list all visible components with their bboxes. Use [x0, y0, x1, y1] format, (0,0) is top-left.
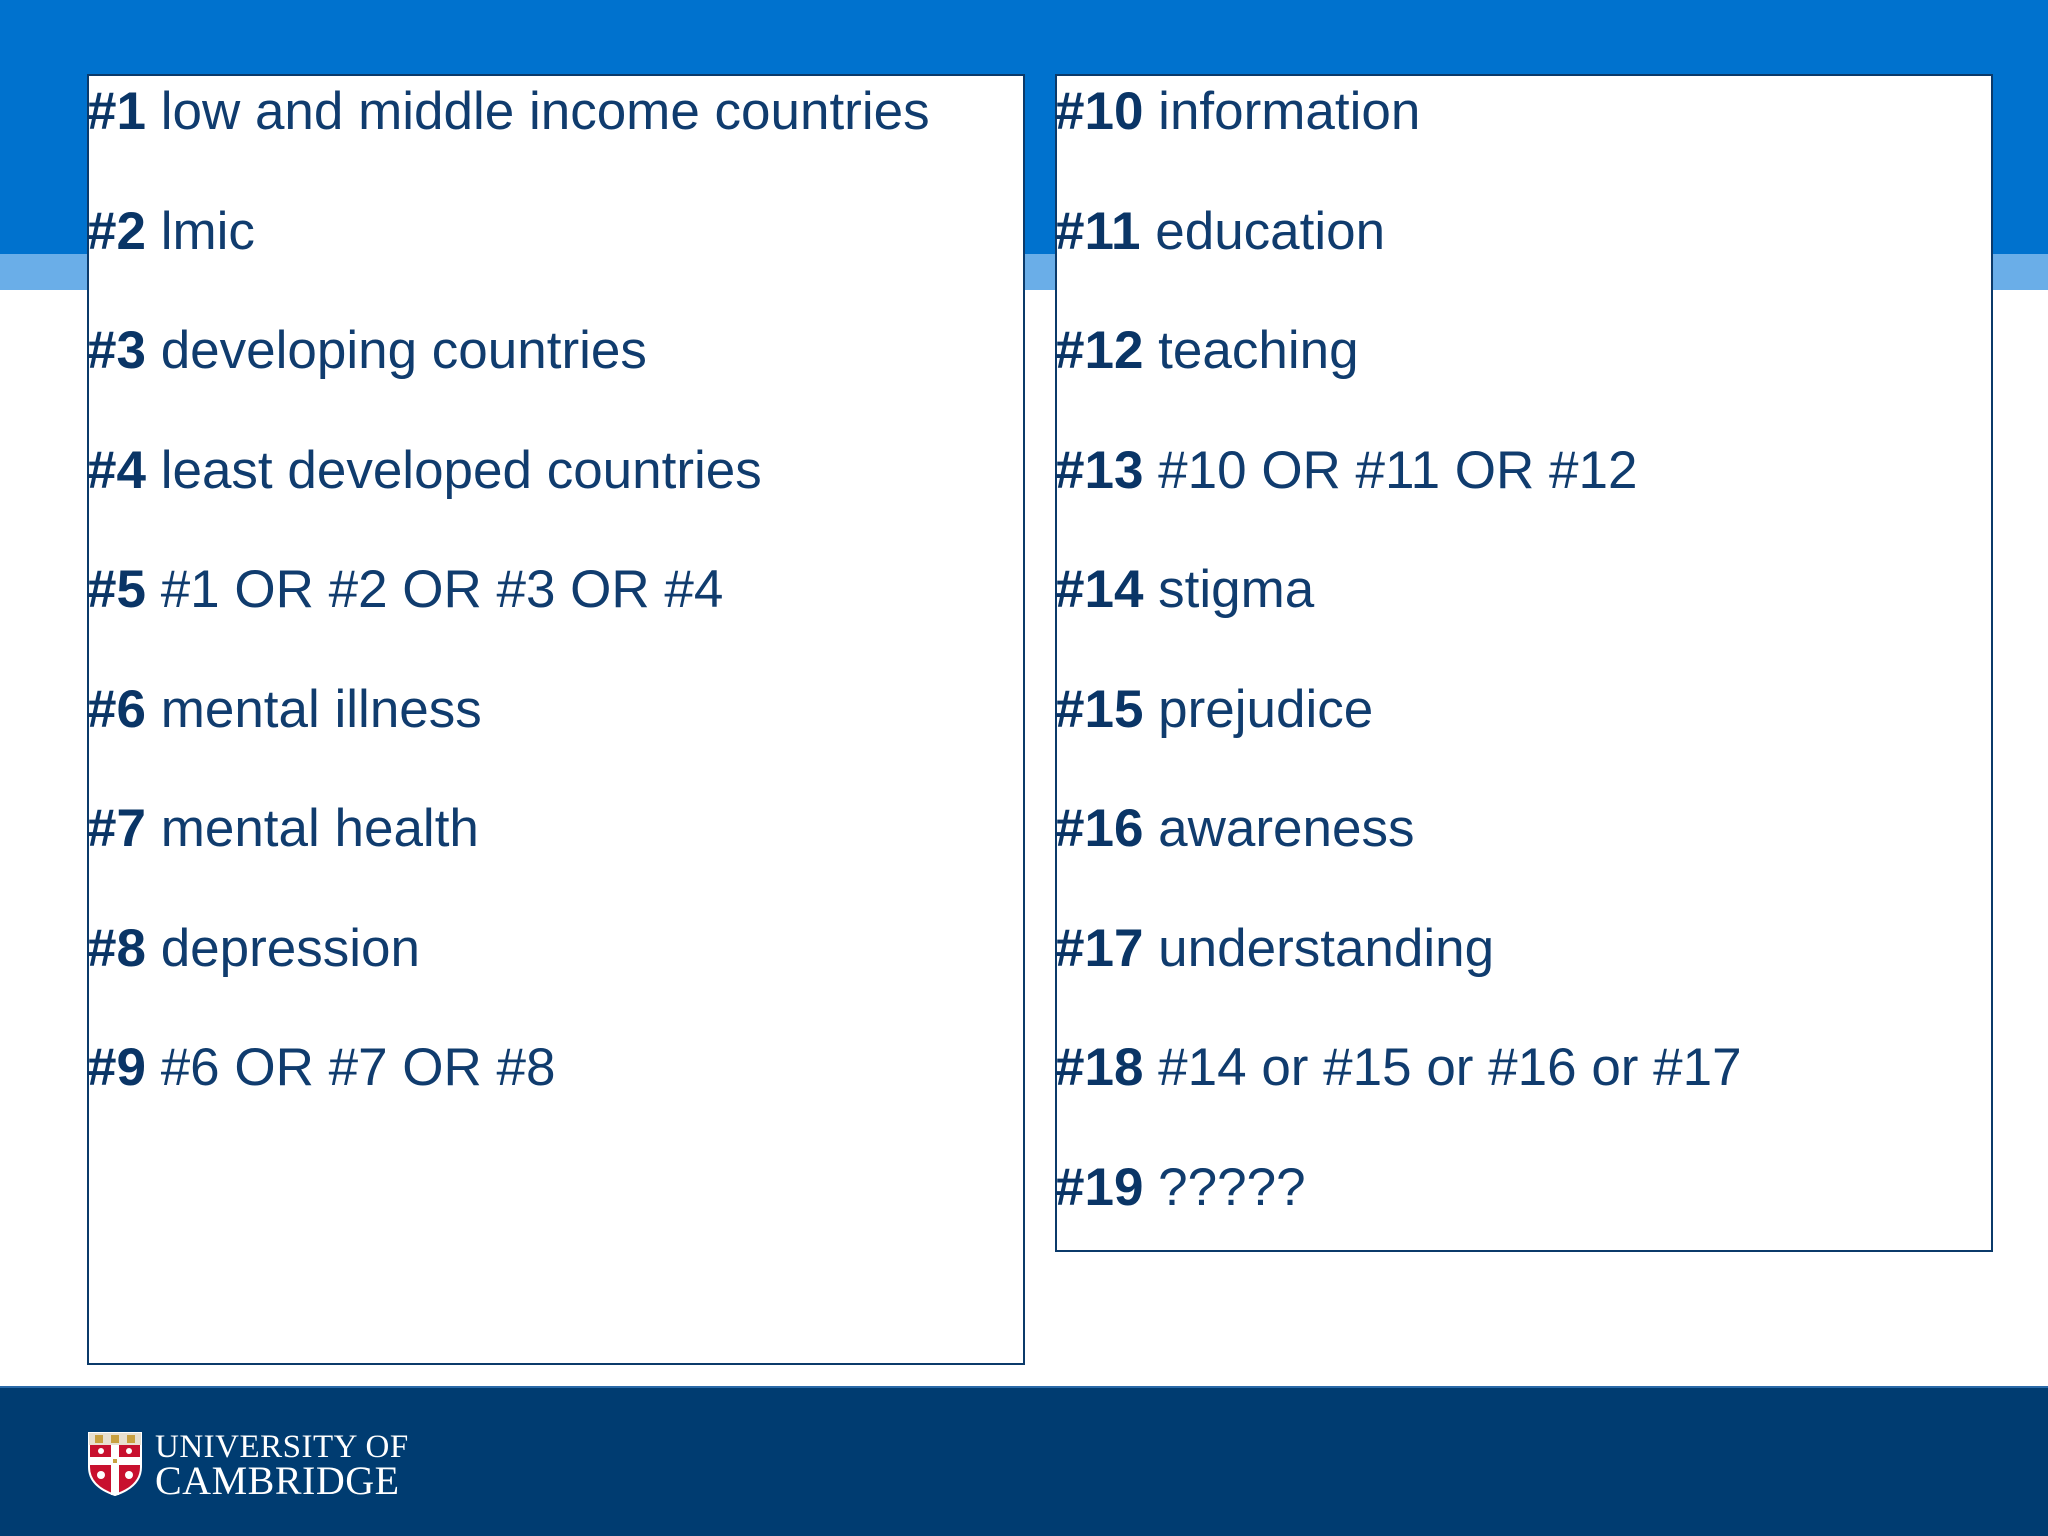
search-line-number: #4: [87, 440, 146, 500]
search-line-number: #12: [1055, 321, 1144, 380]
search-line-number: #11: [1055, 201, 1141, 261]
search-line-number: #16: [1055, 799, 1144, 858]
search-terms-box-right: [1055, 74, 1993, 1252]
search-line-term: stigma: [1158, 560, 1315, 619]
logo-line-cambridge: CAMBRIDGE: [155, 1458, 400, 1503]
logo-line-university-of: UNIVERSITY OF: [155, 1429, 409, 1465]
search-line-term: depression: [160, 918, 420, 978]
search-line-number: #3: [87, 321, 146, 380]
search-line-number: #7: [87, 799, 146, 858]
search-line: [1055, 1032, 1991, 1152]
search-line: [87, 315, 1023, 435]
search-line-term: education: [1155, 201, 1386, 261]
search-line-number: #8: [87, 918, 146, 978]
search-line-term: mental illness: [160, 679, 482, 739]
search-line: [87, 435, 1023, 555]
university-crest-icon: [87, 1431, 143, 1497]
search-line: [1055, 674, 1991, 794]
search-line-term: #14 or #15 or #16 or #17: [1158, 1038, 1742, 1097]
search-line-term: #1 OR #2 OR #3 OR #4: [160, 560, 724, 619]
search-line-number: #17: [1055, 918, 1144, 978]
search-line-term: least developed countries: [160, 440, 762, 500]
search-line: [87, 76, 1023, 196]
search-line: [1055, 315, 1991, 435]
search-line-number: #19: [1055, 1157, 1144, 1217]
search-line-term: information: [1158, 82, 1421, 141]
search-line-number: #6: [87, 679, 146, 739]
search-line: [87, 196, 1023, 316]
search-line-term: low and middle income countries: [160, 82, 930, 141]
search-line-number: #13: [1055, 440, 1144, 500]
search-line: [1055, 913, 1991, 1033]
search-line: [1055, 196, 1991, 316]
search-line-number: #2: [87, 201, 146, 261]
search-line-term: #6 OR #7 OR #8: [160, 1038, 556, 1097]
search-line-number: #9: [87, 1038, 146, 1097]
search-line-number: #10: [1055, 82, 1144, 141]
search-terms-list-left: [89, 76, 1023, 1152]
search-line-number: #5: [87, 560, 146, 619]
search-line-number: #1: [87, 82, 146, 141]
search-line: [1055, 435, 1991, 555]
search-line-number: #15: [1055, 679, 1144, 739]
search-line-term: awareness: [1158, 799, 1415, 858]
search-line: [87, 913, 1023, 1033]
search-line: [87, 554, 1023, 674]
search-line-term: understanding: [1158, 918, 1495, 978]
university-logo: [87, 1428, 409, 1503]
search-line-term: mental health: [160, 799, 479, 858]
search-line-term: developing countries: [160, 321, 647, 380]
search-line: [1055, 1152, 1991, 1272]
search-line: [1055, 76, 1991, 196]
search-line-number: #18: [1055, 1038, 1144, 1097]
search-line: [87, 793, 1023, 913]
search-line-term: lmic: [160, 201, 255, 261]
search-line-term: prejudice: [1158, 679, 1374, 739]
logo-wordmark: [155, 1429, 409, 1503]
search-line: [1055, 793, 1991, 913]
search-line: [87, 674, 1023, 794]
search-line: [1055, 554, 1991, 674]
search-line-number: #14: [1055, 560, 1144, 619]
search-terms-box-left: [87, 74, 1025, 1365]
search-line-term: teaching: [1158, 321, 1359, 380]
search-terms-list-right: [1057, 76, 1991, 1271]
search-line-term: #10 OR #11 OR #12: [1158, 440, 1638, 500]
search-line: [87, 1032, 1023, 1152]
search-line-term: ?????: [1158, 1157, 1306, 1217]
